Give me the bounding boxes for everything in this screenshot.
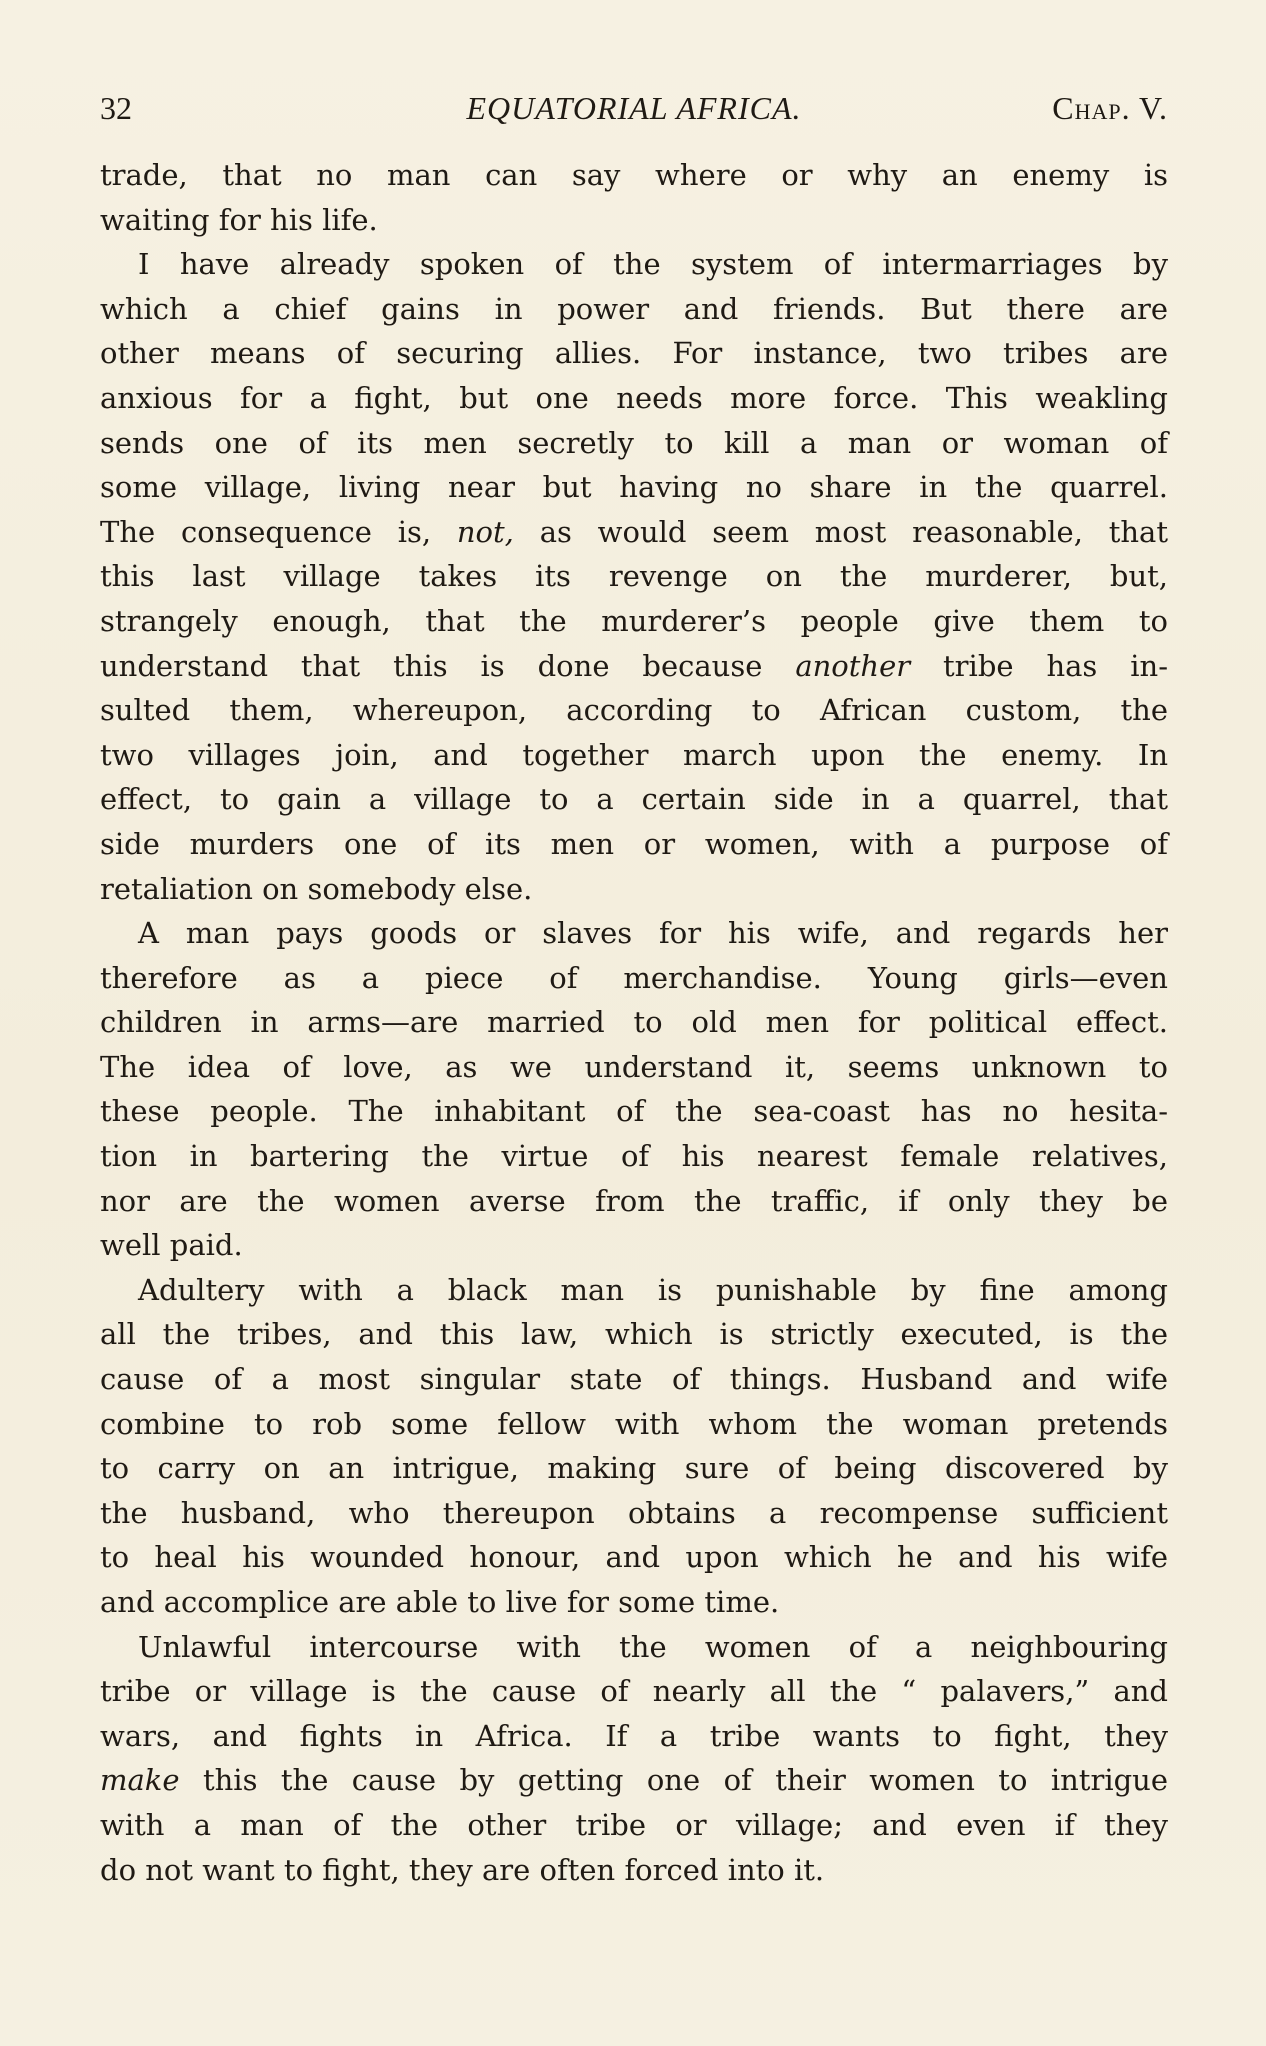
body-text <box>100 153 1168 1892</box>
running-head <box>100 88 1168 128</box>
text-line <box>100 599 1168 644</box>
text-run: tribe has in- <box>910 648 1168 683</box>
text-run: The idea of love, as we understand it, seems unknown to <box>100 1049 1168 1084</box>
text-line <box>100 867 1168 912</box>
text-run: tion in bartering the virtue of his nearest female relatives, <box>100 1139 1168 1174</box>
text-line <box>100 1223 1168 1268</box>
text-line <box>100 198 1168 243</box>
text-run: combine to rob some fellow with whom the woman pretends <box>100 1406 1168 1441</box>
text-line <box>100 1134 1168 1179</box>
text-run: to carry on an intrigue, making sure of being discovered by <box>100 1451 1168 1486</box>
italic-emphasis: not, <box>456 514 514 549</box>
text-run: sulted them, whereupon, according to African custom, the <box>100 693 1168 728</box>
text-line <box>100 554 1168 599</box>
text-run: I have already spoken of the system of intermarriages by <box>138 247 1168 282</box>
text-line <box>100 1000 1168 1045</box>
text-line <box>100 1848 1168 1893</box>
paragraph-first-line <box>100 242 1168 287</box>
text-line <box>100 1045 1168 1090</box>
text-line <box>100 1758 1168 1803</box>
text-run: these people. The inhabitant of the sea-coast has no hesita- <box>100 1094 1168 1129</box>
text-line <box>100 1535 1168 1580</box>
text-run: to heal his wounded honour, and upon which he and his wife <box>100 1540 1168 1575</box>
text-line <box>100 510 1168 555</box>
text-line <box>100 733 1168 778</box>
text-run: understand that this is done because <box>100 648 796 683</box>
text-line <box>100 465 1168 510</box>
text-line <box>100 956 1168 1001</box>
text-line <box>100 688 1168 733</box>
text-run: sends one of its men secretly to kill a man or woman of <box>100 425 1168 460</box>
text-line <box>100 1402 1168 1447</box>
text-run: retaliation on somebody else. <box>100 871 533 906</box>
text-line <box>100 1089 1168 1134</box>
text-line <box>100 777 1168 822</box>
text-run: Adultery with a black man is punishable by fine among <box>138 1272 1168 1307</box>
text-run: strangely enough, that the murderer’s people give them to <box>100 603 1168 638</box>
text-run: this the cause by getting one of their women to intrigue <box>179 1763 1168 1798</box>
text-run: children in arms—are married to old men for political effect. <box>100 1005 1168 1040</box>
text-line <box>100 1312 1168 1357</box>
text-line <box>100 331 1168 376</box>
text-line <box>100 1491 1168 1536</box>
text-run: waiting for his life. <box>100 202 378 237</box>
text-run: other means of securing allies. For instance, two tribes are <box>100 336 1168 371</box>
text-run: which a chief gains in power and friends. But there are <box>100 291 1168 326</box>
chapter-label: Chap. V. <box>1052 90 1168 126</box>
text-run: do not want to fight, they are often forced into it. <box>100 1852 825 1887</box>
text-run: well paid. <box>100 1228 243 1263</box>
text-run: A man pays goods or slaves for his wife, and regards her <box>138 916 1168 951</box>
text-run: two villages join, and together march upon the enemy. In <box>100 737 1168 772</box>
text-line <box>100 1803 1168 1848</box>
text-line <box>100 1179 1168 1224</box>
page-number: 32 <box>100 90 132 126</box>
book-title: EQUATORIAL AFRICA. <box>466 90 802 126</box>
text-line <box>100 1580 1168 1625</box>
text-run: The consequence is, <box>100 514 457 549</box>
text-line <box>100 1446 1168 1491</box>
text-line <box>100 153 1168 198</box>
text-line <box>100 644 1168 689</box>
paragraph-first-line <box>100 1625 1168 1670</box>
text-line <box>100 376 1168 421</box>
text-run: as would seem most reasonable, that <box>513 514 1168 549</box>
text-run: with a man of the other tribe or village; and even if they <box>100 1807 1168 1842</box>
text-run: anxious for a fight, but one needs more force. This weakling <box>100 380 1168 415</box>
text-line <box>100 1714 1168 1759</box>
text-run: this last village takes its revenge on the murderer, but, <box>100 559 1168 594</box>
text-run: nor are the women averse from the traffic, if only they be <box>100 1183 1168 1218</box>
text-run: some village, living near but having no share in the quarrel. <box>100 470 1168 505</box>
text-run: the husband, who thereupon obtains a recompense sufficient <box>100 1495 1168 1530</box>
text-run: cause of a most singular state of things. Husband and wife <box>100 1362 1168 1397</box>
text-line <box>100 1669 1168 1714</box>
text-run: side murders one of its men or women, with a purpose of <box>100 826 1168 861</box>
text-run: Unlawful intercourse with the women of a neighbouring <box>138 1629 1168 1664</box>
text-line <box>100 421 1168 466</box>
text-line <box>100 1357 1168 1402</box>
text-run: and accomplice are able to live for some time. <box>100 1585 780 1619</box>
text-run: therefore as a piece of merchandise. Young girls—even <box>100 960 1168 995</box>
text-line <box>100 287 1168 332</box>
text-run: tribe or village is the cause of nearly all the “ palavers,” and <box>100 1674 1168 1709</box>
text-run: all the tribes, and this law, which is strictly executed, is the <box>100 1317 1168 1352</box>
paragraph-first-line <box>100 1268 1168 1313</box>
italic-emphasis: make <box>100 1763 180 1798</box>
text-run: effect, to gain a village to a certain side in a quarrel, that <box>100 782 1168 817</box>
text-run: trade, that no man can say where or why an enemy is <box>100 158 1168 192</box>
italic-emphasis: another <box>795 648 911 683</box>
text-run: wars, and fights in Africa. If a tribe wants to fight, they <box>100 1718 1168 1753</box>
paragraph-first-line <box>100 911 1168 956</box>
text-line <box>100 822 1168 867</box>
